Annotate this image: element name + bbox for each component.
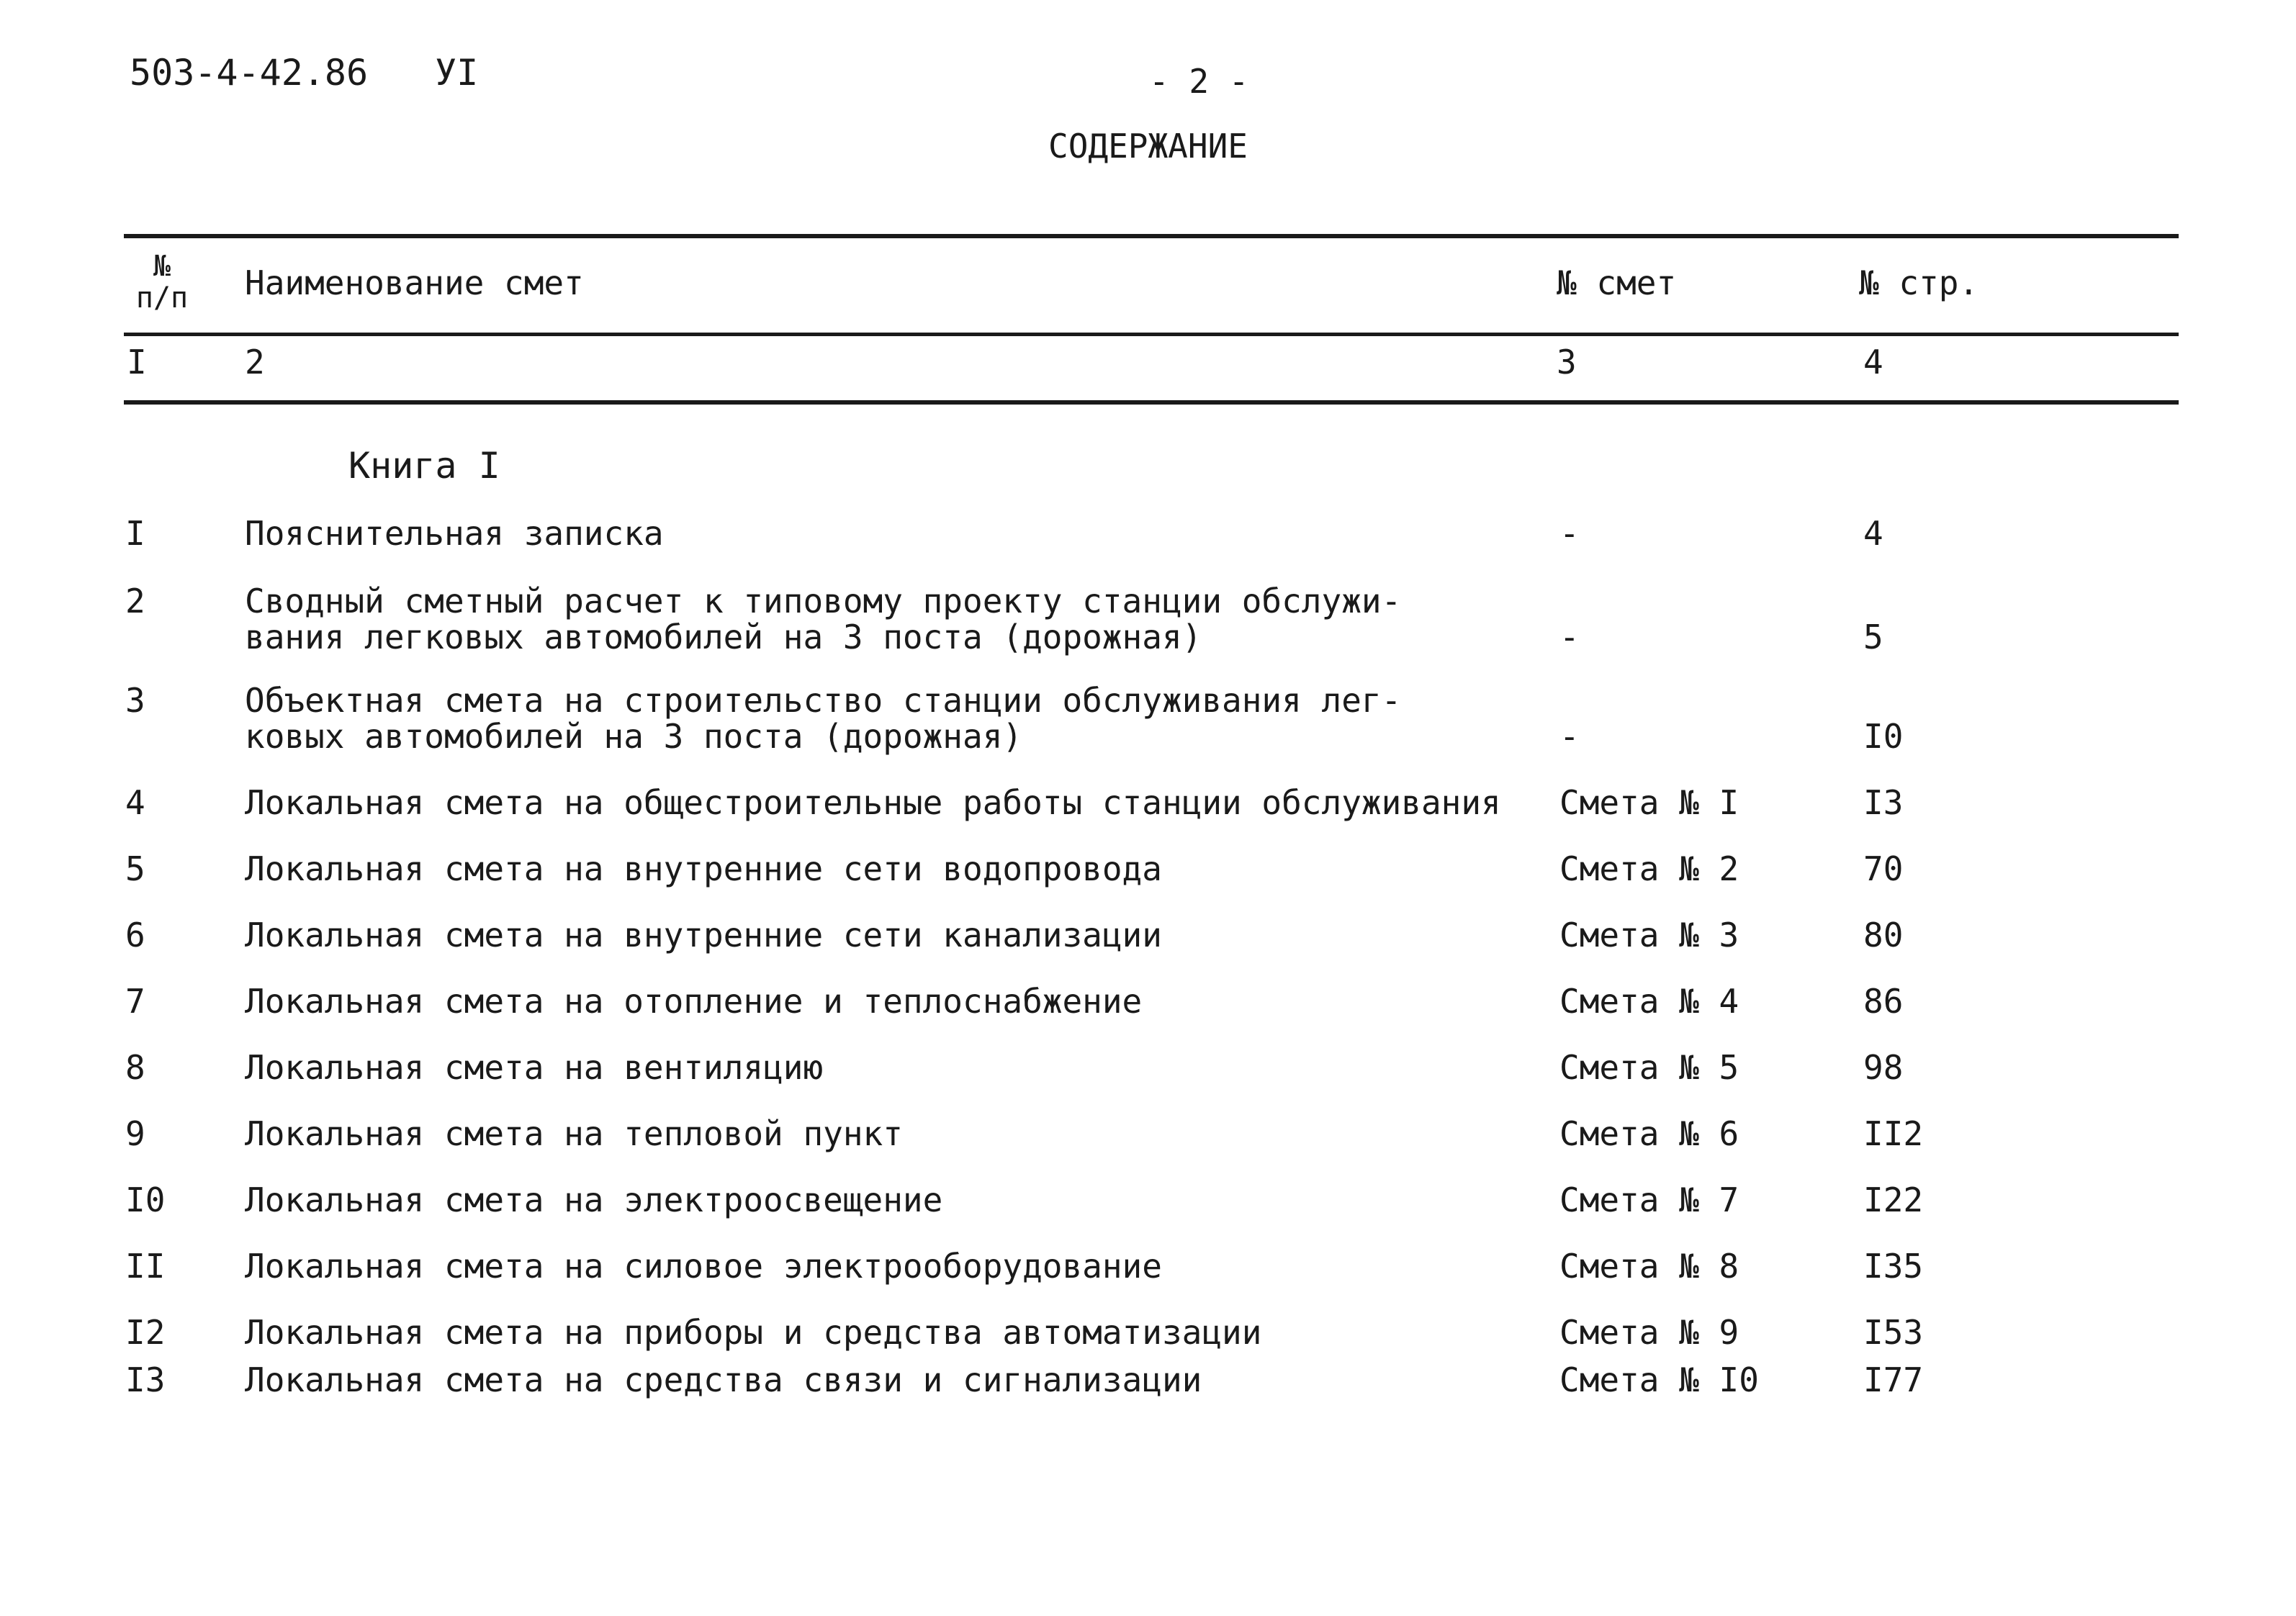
- row-estimate: Смета № 6: [1559, 1114, 1739, 1153]
- row-number: I2: [125, 1313, 166, 1352]
- column-header-estimate: № смет: [1557, 263, 1677, 302]
- row-name: Локальная смета на средства связи и сигнализации: [245, 1360, 1202, 1399]
- row-page: 70: [1863, 849, 1904, 888]
- column-header-number: [130, 250, 194, 314]
- row-number: I3: [125, 1360, 166, 1399]
- row-name: Пояснительная записка: [245, 514, 664, 553]
- row-page: I35: [1863, 1247, 1924, 1286]
- row-number: I0: [125, 1181, 166, 1219]
- column-number-2: 2: [245, 343, 265, 382]
- row-number: 7: [125, 982, 145, 1021]
- row-estimate: -: [1559, 618, 1580, 656]
- row-name: Сводный сметный расчет к типовому проекту станции обслужи- вания легковых автомобилей на 3 поста (дорожная): [245, 582, 1402, 656]
- row-name: Локальная смета на отопление и теплоснабжение: [245, 982, 1143, 1021]
- row-page: I3: [1863, 783, 1904, 822]
- column-header-name: Наименование смет: [245, 263, 584, 302]
- row-name: Локальная смета на силовое электрооборудование: [245, 1247, 1162, 1286]
- row-page: I22: [1863, 1181, 1924, 1219]
- row-number: 9: [125, 1114, 145, 1153]
- row-estimate: Смета № I: [1559, 783, 1739, 822]
- table-top-rule: [124, 234, 2179, 238]
- row-page: 86: [1863, 982, 1904, 1021]
- row-estimate: -: [1559, 514, 1580, 553]
- row-estimate: -: [1559, 717, 1580, 756]
- row-estimate: Смета № 5: [1559, 1048, 1739, 1087]
- row-estimate: Смета № 8: [1559, 1247, 1739, 1286]
- table-body-rule: [124, 400, 2179, 405]
- row-page: 80: [1863, 916, 1904, 954]
- row-estimate: Смета № 9: [1559, 1313, 1739, 1352]
- row-estimate: Смета № I0: [1559, 1360, 1759, 1399]
- row-page: 98: [1863, 1048, 1904, 1087]
- row-name: Локальная смета на тепловой пункт: [245, 1114, 903, 1153]
- row-number: 5: [125, 849, 145, 888]
- column-header-number-label: п/п: [135, 281, 189, 315]
- row-estimate: Смета № 2: [1559, 849, 1739, 888]
- column-number-1: I: [127, 343, 147, 382]
- row-page: 5: [1863, 618, 1883, 656]
- row-name: Локальная смета на приборы и средства автоматизации: [245, 1313, 1262, 1352]
- row-number: II: [125, 1247, 166, 1286]
- row-page: I53: [1863, 1313, 1924, 1352]
- row-estimate: Смета № 4: [1559, 982, 1739, 1021]
- row-number: I: [125, 514, 145, 553]
- row-name: Локальная смета на внутренние сети канализации: [245, 916, 1162, 954]
- header-divider-rule: [124, 333, 2179, 336]
- row-number: 2: [125, 582, 145, 620]
- row-name: Локальная смета на общестроительные работы станции обслуживания: [245, 783, 1501, 822]
- row-number: 4: [125, 783, 145, 822]
- column-number-4: 4: [1863, 343, 1883, 382]
- row-name: Локальная смета на вентиляцию: [245, 1048, 824, 1087]
- row-page: I0: [1863, 717, 1904, 756]
- row-name: Локальная смета на электроосвещение: [245, 1181, 943, 1219]
- row-page: I77: [1863, 1360, 1924, 1399]
- row-page: 4: [1863, 514, 1883, 553]
- document-code: 503-4-42.86: [130, 52, 369, 94]
- book-label: Книга I: [348, 445, 500, 487]
- row-estimate: Смета № 7: [1559, 1181, 1739, 1219]
- row-name: Локальная смета на внутренние сети водопровода: [245, 849, 1162, 888]
- row-page: II2: [1863, 1114, 1924, 1153]
- page-number: - 2 -: [1149, 62, 1249, 101]
- row-name: Объектная смета на строительство станции обслуживания лег- ковых автомобилей на 3 поста (дорожная): [245, 681, 1402, 756]
- document-section: УI: [435, 52, 479, 94]
- row-number: 3: [125, 681, 145, 720]
- row-number: 6: [125, 916, 145, 954]
- column-header-number-sign: №: [153, 250, 171, 283]
- row-estimate: Смета № 3: [1559, 916, 1739, 954]
- row-number: 8: [125, 1048, 145, 1087]
- page-title: СОДЕРЖАНИЕ: [1048, 127, 1248, 166]
- column-number-3: 3: [1557, 343, 1577, 382]
- column-header-page: № стр.: [1859, 263, 1979, 302]
